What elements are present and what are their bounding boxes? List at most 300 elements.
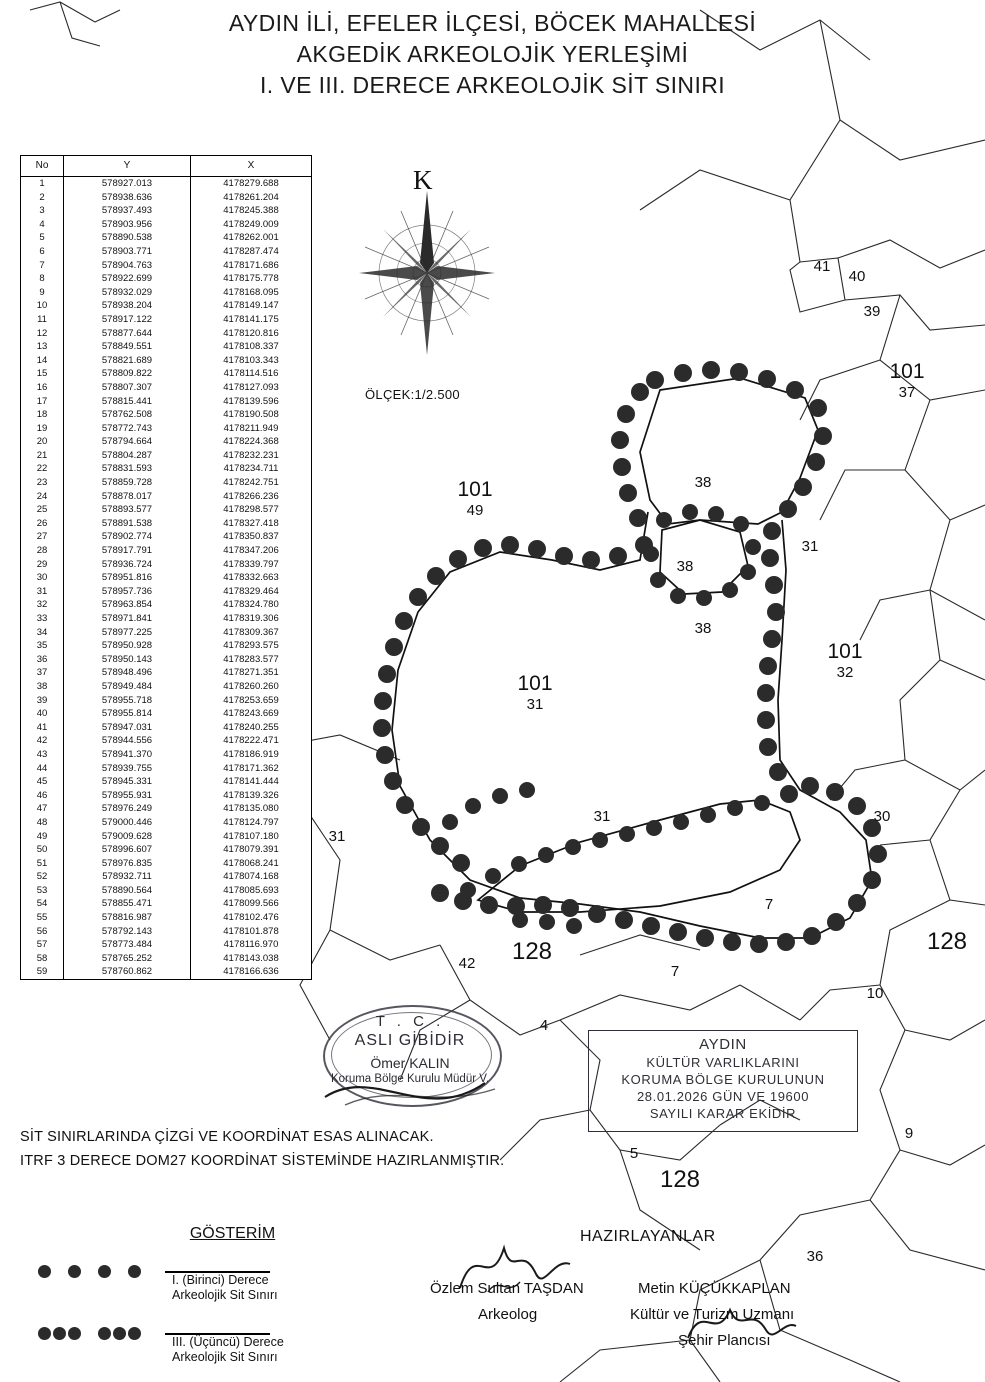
cell-x: 4178120.816 [191,327,312,341]
cell-y: 578891.538 [64,517,191,531]
cell-y: 578955.931 [64,789,191,803]
preparer-2-name: Metin KÜÇÜKKAPLAN [638,1280,791,1297]
cell-no: 26 [21,517,64,531]
parcel-number: 36 [806,1248,824,1265]
cell-no: 31 [21,585,64,599]
cell-x: 4178127.093 [191,381,312,395]
table-row [21,558,311,572]
parcel-subnumber: 31 [526,696,544,713]
table-row [21,191,311,205]
table-row [21,530,311,544]
cell-no: 7 [21,259,64,273]
parcel-label-p-36 [798,1248,832,1266]
cell-y: 578772.743 [64,422,191,436]
table-row [21,802,311,816]
parcel-label-p-101-32 [800,640,890,682]
cell-no: 20 [21,435,64,449]
cell-no: 6 [21,245,64,259]
cell-y: 578890.538 [64,231,191,245]
cell-x: 4178166.636 [191,965,312,979]
parcel-number: 10 [866,985,884,1002]
cell-y: 578927.013 [64,177,191,191]
cell-x: 4178298.577 [191,503,312,517]
cell-x: 4178347.206 [191,544,312,558]
cell-no: 18 [21,408,64,422]
cell-y: 578971.841 [64,612,191,626]
table-row [21,816,311,830]
table-row [21,381,311,395]
table-row [21,897,311,911]
note-line-2: ITRF 3 DERECE DOM27 KOORDİNAT SİSTEMİNDE HAZIRLANMIŞTIR. [20,1153,505,1169]
cell-x: 4178279.688 [191,177,312,191]
table-row [21,626,311,640]
table-row [21,245,311,259]
parcel-label-p-41 [805,258,839,276]
col-header-y: Y [64,156,191,177]
table-row [21,503,311,517]
parcel-label-p-4 [527,1017,561,1035]
cell-x: 4178101.878 [191,925,312,939]
stamp-line-2: ASLI GİBİDİR [354,1032,466,1049]
table-header-row [21,156,311,177]
cell-y: 578938.204 [64,299,191,313]
cell-x: 4178124.797 [191,816,312,830]
cell-no: 45 [21,775,64,789]
cell-y: 578939.755 [64,762,191,776]
cell-y: 578821.689 [64,354,191,368]
cell-no: 27 [21,530,64,544]
parcel-number: 101 [457,478,493,501]
preparers-heading: HAZIRLAYANLAR [580,1228,716,1245]
table-row [21,925,311,939]
cell-x: 4178171.362 [191,762,312,776]
cell-x: 4178139.596 [191,395,312,409]
decision-stamp-line-1: AYDIN [699,1036,747,1053]
table-row [21,694,311,708]
certification-stamp [315,1005,505,1110]
cell-x: 4178099.566 [191,897,312,911]
parcel-label-p-31c [585,808,619,826]
parcel-number: 128 [511,938,553,965]
table-row [21,177,311,191]
cell-no: 10 [21,299,64,313]
cell-no: 50 [21,843,64,857]
cell-x: 4178103.343 [191,354,312,368]
cell-no: 41 [21,721,64,735]
cell-x: 4178283.577 [191,653,312,667]
cell-x: 4178262.001 [191,231,312,245]
table-row [21,204,311,218]
parcel-number: 31 [593,808,611,825]
decision-stamp [588,1030,858,1132]
table-row [21,272,311,286]
cell-no: 15 [21,367,64,381]
parcel-label-p-38c [686,620,720,638]
col-header-x: X [191,156,312,177]
cell-y: 578955.814 [64,707,191,721]
col-header-no: No [21,156,64,177]
parcel-label-p-30 [865,808,899,826]
cell-no: 28 [21,544,64,558]
cell-x: 4178141.444 [191,775,312,789]
cell-y: 578947.031 [64,721,191,735]
cell-no: 12 [21,327,64,341]
table-row [21,395,311,409]
cell-x: 4178114.516 [191,367,312,381]
table-row [21,286,311,300]
cell-x: 4178116.970 [191,938,312,952]
cell-x: 4178240.255 [191,721,312,735]
cell-x: 4178232.231 [191,449,312,463]
table-row [21,884,311,898]
legend-item-first-degree [20,1259,350,1305]
parcel-number: 101 [827,640,863,663]
table-row [21,449,311,463]
parcel-number: 128 [659,1166,701,1193]
cell-x: 4178324.780 [191,598,312,612]
cell-x: 4178143.038 [191,952,312,966]
cell-no: 9 [21,286,64,300]
table-row [21,259,311,273]
cell-x: 4178222.471 [191,734,312,748]
decision-stamp-line-2: KÜLTÜR VARLIKLARINI [646,1055,800,1070]
cell-no: 14 [21,354,64,368]
cell-y: 578765.252 [64,952,191,966]
cell-y: 578849.551 [64,340,191,354]
title-line-1: AYDIN İLİ, EFELER İLÇESİ, BÖCEK MAHALLESİ [228,10,757,36]
cell-y: 578949.484 [64,680,191,694]
cell-x: 4178327.418 [191,517,312,531]
table-row [21,911,311,925]
cell-no: 52 [21,870,64,884]
parcel-number: 31 [801,538,819,555]
cell-no: 58 [21,952,64,966]
cell-x: 4178332.663 [191,571,312,585]
cell-no: 39 [21,694,64,708]
parcel-number: 101 [517,672,553,695]
parcel-label-p-101-49 [430,478,520,520]
cell-no: 4 [21,218,64,232]
cell-y: 578917.122 [64,313,191,327]
cell-x: 4178186.919 [191,748,312,762]
cell-x: 4178287.474 [191,245,312,259]
cell-x: 4178329.464 [191,585,312,599]
cell-no: 54 [21,897,64,911]
cell-no: 30 [21,571,64,585]
table-row [21,789,311,803]
cell-no: 44 [21,762,64,776]
table-row [21,313,311,327]
table-row [21,721,311,735]
cell-y: 578938.636 [64,191,191,205]
legend-item-third-degree [20,1321,350,1367]
cell-no: 35 [21,639,64,653]
cell-y: 578996.607 [64,843,191,857]
cell-no: 13 [21,340,64,354]
cell-y: 578977.225 [64,626,191,640]
cell-x: 4178175.778 [191,272,312,286]
cell-y: 578917.791 [64,544,191,558]
cell-x: 4178102.476 [191,911,312,925]
cell-x: 4178234.711 [191,462,312,476]
table-row [21,666,311,680]
cell-x: 4178271.351 [191,666,312,680]
preparer-2-title-2: Şehir Plancısı [678,1332,771,1349]
cell-no: 42 [21,734,64,748]
table-row [21,639,311,653]
parcel-label-p-38b [668,558,702,576]
cell-no: 36 [21,653,64,667]
cell-no: 46 [21,789,64,803]
cell-y: 578976.835 [64,857,191,871]
parcel-subnumber: 37 [898,384,916,401]
decision-stamp-line-3: KORUMA BÖLGE KURULUNUN [621,1072,825,1087]
cell-y: 578762.508 [64,408,191,422]
cell-y: 578902.774 [64,530,191,544]
cell-y: 578941.370 [64,748,191,762]
title-line-3: I. VE III. DERECE ARKEOLOJİK SİT SINIRI [259,72,726,98]
cell-x: 4178171.686 [191,259,312,273]
cell-y: 578903.771 [64,245,191,259]
parcel-number: 31 [328,828,346,845]
cell-x: 4178139.326 [191,789,312,803]
cell-y: 578893.577 [64,503,191,517]
cell-x: 4178261.204 [191,191,312,205]
stamp-signature-scribble [315,1005,505,1110]
table-row [21,965,311,979]
cell-x: 4178149.147 [191,299,312,313]
legend-dots-triple [38,1325,153,1347]
title-line-2: AKGEDİK ARKEOLOJİK YERLEŞİMİ [296,41,689,67]
cell-y: 578936.724 [64,558,191,572]
table-row [21,544,311,558]
cell-x: 4178260.260 [191,680,312,694]
table-row [21,762,311,776]
cell-no: 24 [21,490,64,504]
parcel-number: 7 [670,963,680,980]
table-row [21,422,311,436]
legend [20,1225,350,1367]
cell-no: 23 [21,476,64,490]
cell-y: 578831.593 [64,462,191,476]
cell-x: 4178319.306 [191,612,312,626]
cell-no: 49 [21,830,64,844]
cell-x: 4178243.669 [191,707,312,721]
parcel-label-p-128b [912,930,982,954]
parcel-label-p-128c [645,1168,715,1192]
parcel-number: 41 [813,258,831,275]
table-row [21,843,311,857]
parcel-label-p-7a [752,896,786,914]
cell-no: 56 [21,925,64,939]
cell-x: 4178108.337 [191,340,312,354]
table-row [21,299,311,313]
table-row [21,653,311,667]
cell-no: 8 [21,272,64,286]
legend-title: GÖSTERİM [189,1225,276,1242]
legend-label-first-degree: I. (Birinci) Derece Arkeolojik Sit Sınırı [172,1273,278,1302]
note-line-1: SİT SINIRLARINDA ÇİZGİ VE KOORDİNAT ESAS ALINACAK. [20,1129,434,1145]
cell-x: 4178266.236 [191,490,312,504]
table-row [21,408,311,422]
cell-x: 4178135.080 [191,802,312,816]
cell-no: 38 [21,680,64,694]
stamp-line-4: Koruma Bölge Kurulu Müdür V. [330,1073,490,1085]
table-row [21,585,311,599]
cell-y: 579000.446 [64,816,191,830]
cell-no: 17 [21,395,64,409]
table-row [21,517,311,531]
parcel-number: 5 [629,1145,639,1162]
parcel-label-p-10 [858,985,892,1003]
cell-y: 578859.728 [64,476,191,490]
cell-y: 578890.564 [64,884,191,898]
cell-x: 4178079.391 [191,843,312,857]
cell-no: 51 [21,857,64,871]
table-row [21,231,311,245]
cell-y: 579009.628 [64,830,191,844]
parcel-number: 101 [889,360,925,383]
cell-y: 578963.854 [64,598,191,612]
preparer-1-name: Özlem Sultan TAŞDAN [430,1280,584,1297]
cell-no: 59 [21,965,64,979]
cell-y: 578792.143 [64,925,191,939]
table-row [21,938,311,952]
parcel-label-p-42 [450,955,484,973]
table-row [21,952,311,966]
cell-y: 578815.441 [64,395,191,409]
cell-x: 4178107.180 [191,830,312,844]
cell-x: 4178068.241 [191,857,312,871]
table-row [21,748,311,762]
cell-x: 4178190.508 [191,408,312,422]
cell-y: 578807.307 [64,381,191,395]
cell-no: 5 [21,231,64,245]
cell-y: 578794.664 [64,435,191,449]
cell-y: 578937.493 [64,204,191,218]
cell-no: 33 [21,612,64,626]
cell-no: 11 [21,313,64,327]
table-row [21,870,311,884]
table-row [21,775,311,789]
parcel-label-p-31b [320,828,354,846]
cell-y: 578950.143 [64,653,191,667]
cell-y: 578922.699 [64,272,191,286]
parcel-label-p-128a [497,940,567,964]
parcel-number: 4 [539,1017,549,1034]
cell-y: 578957.736 [64,585,191,599]
parcel-number: 7 [764,896,774,913]
cell-no: 53 [21,884,64,898]
cell-x: 4178242.751 [191,476,312,490]
cell-no: 40 [21,707,64,721]
cell-x: 4178074.168 [191,870,312,884]
parcel-number: 42 [458,955,476,972]
cell-y: 578948.496 [64,666,191,680]
cell-x: 4178245.388 [191,204,312,218]
cell-y: 578878.017 [64,490,191,504]
cell-no: 32 [21,598,64,612]
table-row [21,734,311,748]
scale-label: ÖLÇEK:1/2.500 [365,387,460,402]
cell-y: 578855.471 [64,897,191,911]
parcel-subnumber: 32 [836,664,854,681]
cell-x: 4178211.949 [191,422,312,436]
cell-no: 43 [21,748,64,762]
parcel-label-p-39 [855,303,889,321]
legend-dots-single [38,1263,153,1285]
page-title [0,8,985,101]
cell-y: 578950.928 [64,639,191,653]
cell-no: 1 [21,177,64,191]
parcel-label-p-7b [658,963,692,981]
cell-y: 578804.287 [64,449,191,463]
parcel-number: 38 [694,620,712,637]
cell-no: 21 [21,449,64,463]
table-row [21,598,311,612]
preparer-2-title: Kültür ve Turizm Uzmanı [630,1306,795,1323]
stamp-line-3: Ömer KALIN [370,1055,450,1071]
cell-x: 4178309.367 [191,626,312,640]
cell-x: 4178253.659 [191,694,312,708]
parcel-number: 39 [863,303,881,320]
parcel-label-p-5 [617,1145,651,1163]
cell-no: 55 [21,911,64,925]
table-row [21,490,311,504]
table-row [21,612,311,626]
cell-no: 25 [21,503,64,517]
cell-x: 4178249.009 [191,218,312,232]
decision-stamp-line-4: 28.01.2026 GÜN VE 19600 [636,1089,810,1104]
cell-y: 578932.029 [64,286,191,300]
table-row [21,707,311,721]
parcel-label-p-40 [840,268,874,286]
cell-x: 4178085.693 [191,884,312,898]
table-row [21,367,311,381]
coordinate-table [20,155,312,980]
parcel-subnumber: 49 [466,502,484,519]
cell-x: 4178293.575 [191,639,312,653]
cell-no: 37 [21,666,64,680]
cell-no: 57 [21,938,64,952]
north-letter: K [413,165,433,195]
cell-x: 4178339.797 [191,558,312,572]
table-row [21,435,311,449]
cell-x: 4178168.095 [191,286,312,300]
parcel-number: 38 [676,558,694,575]
cell-x: 4178350.837 [191,530,312,544]
cell-no: 2 [21,191,64,205]
cell-y: 578760.862 [64,965,191,979]
table-row [21,857,311,871]
decision-stamp-line-5: SAYILI KARAR EKİDİR [649,1106,797,1121]
map-notes [20,1125,580,1173]
cell-no: 48 [21,816,64,830]
parcel-number: 9 [904,1125,914,1142]
cell-y: 578951.816 [64,571,191,585]
cell-y: 578773.484 [64,938,191,952]
cell-no: 16 [21,381,64,395]
cell-y: 578904.763 [64,259,191,273]
cell-y: 578945.331 [64,775,191,789]
stamp-line-1: T . C . [375,1013,445,1030]
parcel-number: 40 [848,268,866,285]
cell-y: 578809.822 [64,367,191,381]
cell-no: 34 [21,626,64,640]
compass-rose [355,165,505,415]
legend-label-third-degree: III. (Üçüncü) Derece Arkeolojik Sit Sınırı [172,1335,284,1364]
parcel-label-p-101-37 [862,360,952,402]
